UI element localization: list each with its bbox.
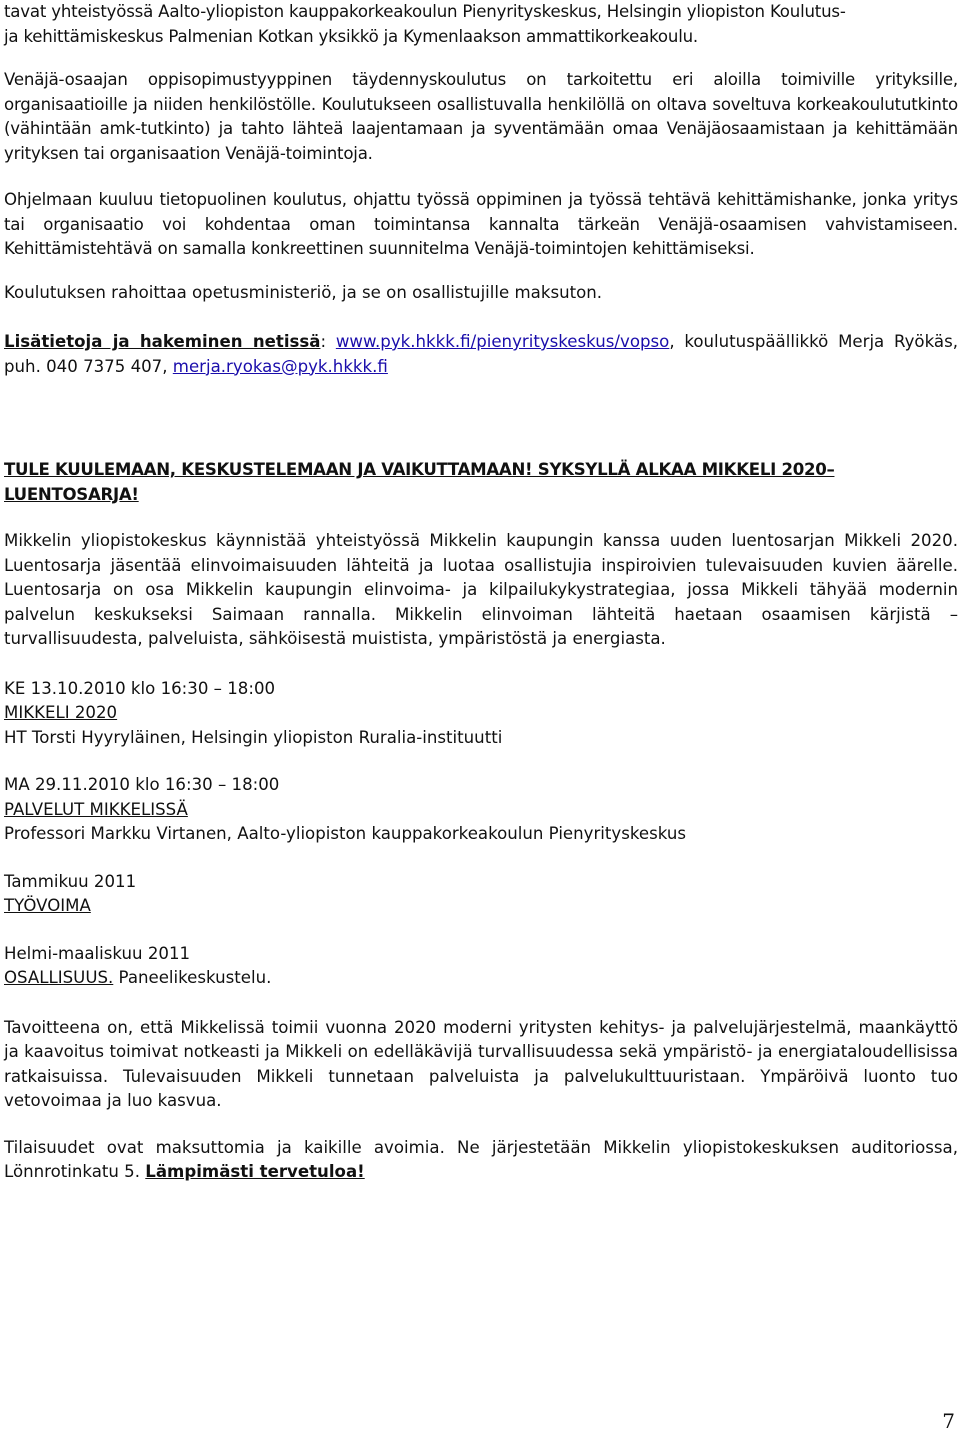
program-content-paragraph: Ohjelmaan kuuluu tietopuolinen koulutus, ohjattu työssä oppiminen ja työssä tehtävä kehittämishanke, jonka yritys tai organisaatio voi kohdentaa oman toimintansa kannalta tärkeän Venäjä-osaamisen vahvistamiseen. Kehittämistehtävä on samalla konkreettinen suunnitelma Venäjä-toimintojen kehittämiseksi.	[4, 190, 958, 258]
funding-paragraph: Koulutuksen rahoittaa opetusministeriö, ja se on osallistujille maksuton.	[4, 282, 603, 302]
event-2	[4, 773, 958, 847]
more-info-label: Lisätietoja ja hakeminen netissä	[4, 332, 321, 351]
more-info-colon: :	[320, 332, 336, 351]
event-title: TYÖVOIMA	[4, 896, 91, 915]
more-info-paragraph	[4, 330, 958, 379]
event-title: PALVELUT MIKKELISSÄ	[4, 799, 188, 819]
event-speaker: Professori Markku Virtanen, Aalto-yliopiston kauppakorkeakoulun Pienyrityskeskus	[4, 824, 687, 843]
closing-text: Tilaisuudet ovat maksuttomia ja kaikille avoimia. Ne järjestetään Mikkelin yliopistokeskuksen auditoriossa, Lönnrotinkatu 5.	[4, 1137, 958, 1181]
goal-paragraph: Tavoitteena on, että Mikkelissä toimii vuonna 2020 moderni yritysten kehitys- ja palvelujärjestelmä, maankäyttö ja kaavoitus toimivat notkeasti ja Mikkeli on edelläkävijä turvallisuudessa sekä ympäristö- ja energiataloudellisissa ratkaisuissa. Tulevaisuuden Mikkeli tunnetaan palveluista ja palvelukulttuuristaan. Ympäröivä luonto tuo vetovoimaa ja luo kasvua.	[4, 1017, 958, 1110]
intro-line-2: ja kehittämiskeskus Palmenian Kotkan yksikkö ja Kymenlaakson ammattikorkeakoulu.	[4, 26, 698, 46]
event-4	[4, 942, 958, 991]
event-format: Paneelikeskustelu.	[113, 968, 272, 987]
event-title-line	[4, 966, 958, 991]
intro-line-1: tavat yhteistyössä Aalto-yliopiston kauppakorkeakoulun Pienyrityskeskus, Helsingin yliopiston Koulutus-	[4, 2, 846, 21]
page-number: 7	[942, 1409, 955, 1433]
event-date: Tammikuu 2011	[4, 871, 137, 891]
welcome-text: Lämpimästi tervetuloa!	[145, 1162, 365, 1181]
event-3	[4, 870, 958, 919]
event-speaker: HT Torsti Hyyryläinen, Helsingin yliopiston Ruralia-instituutti	[4, 727, 503, 747]
lecture-series-heading: TULE KUULEMAAN, KESKUSTELEMAAN JA VAIKUTTAMAAN! SYKSYLLÄ ALKAA MIKKELI 2020– LUENTOSARJA!	[4, 460, 835, 504]
intro-paragraph	[4, 0, 958, 49]
program-website-link[interactable]: www.pyk.hkkk.fi/pienyrityskeskus/vopso	[335, 332, 670, 351]
document-page	[4, 0, 958, 1185]
target-audience-paragraph: Venäjä-osaajan oppisopimustyyppinen täydennyskoulutus on tarkoitettu eri aloilla toimiville yrityksille, organisaatioille ja niiden henkilöstölle. Koulutukseen osallistuvalla henkilöllä on oltava soveltuva korkeakoulututkinto (vähintään amk-tutkinto) ja tahto lähteä laajentamaan ja syventämään omaa Venäjäosaamistaan ja kehittämään yrityksen tai organisaation Venäjä-toimintoja.	[4, 70, 958, 163]
event-date: Helmi-maaliskuu 2011	[4, 943, 191, 963]
event-title: OSALLISUUS.	[4, 968, 114, 987]
contact-person-text: , koulutuspäällikkö Merja Ryökäs, puh. 040 7375 407,	[4, 332, 958, 376]
lecture-series-intro: Mikkelin yliopistokeskus käynnistää yhteistyössä Mikkelin kaupungin kanssa uuden luentosarjan Mikkeli 2020. Luentosarja jäsentää elinvoimaisuuden lähteitä ja luotaa osallistujia inspiroivien tulevaisuuden kuvien äärelle. Luentosarja on osa Mikkelin kaupungin elinvoima- ja kilpailukykystrategiaa, jossa Mikkeli tähyää modernin palvelun keskukseksi Saimaan rannalla. Mikkelin elinvoiman lähteitä haetaan osaamisen kärjistä – turvallisuudesta, palveluista, sähköisestä muistista, ympäristöstä ja energiasta.	[4, 531, 958, 648]
event-date: MA 29.11.2010 klo 16:30 – 18:00	[4, 775, 280, 794]
contact-email-link[interactable]: merja.ryokas@pyk.hkkk.fi	[172, 356, 388, 376]
event-date: KE 13.10.2010 klo 16:30 – 18:00	[4, 678, 276, 698]
closing-paragraph	[4, 1136, 958, 1185]
event-title: MIKKELI 2020	[4, 703, 118, 722]
event-1	[4, 677, 958, 751]
